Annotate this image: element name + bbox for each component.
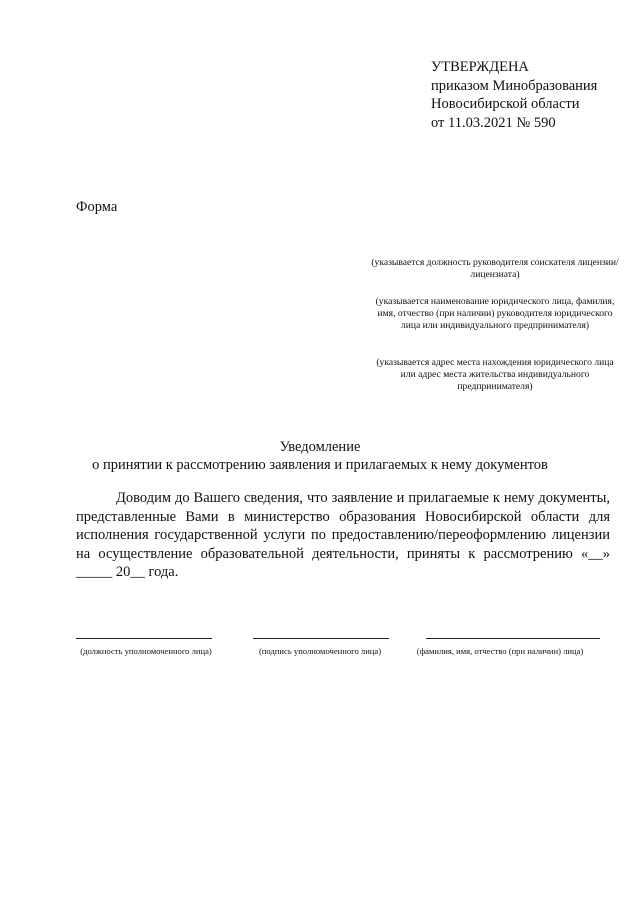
- notice-subtitle: о принятии к рассмотрению заявления и прилагаемых к нему документов: [92, 457, 548, 473]
- recipient-name-hint: (указывается наименование юридического лица, фамилия, имя, отчество (при наличии) руководителя юридического лица или индивидуального предпринимателя): [375, 296, 615, 332]
- approval-stamp: [431, 58, 597, 132]
- name-caption: (фамилия, имя, отчество (при наличии) лица): [416, 646, 584, 656]
- approval-line-3: Новосибирской области: [431, 96, 580, 112]
- notice-heading: [0, 438, 640, 474]
- approval-line-1: УТВЕРЖДЕНА: [431, 59, 529, 75]
- notice-body: Доводим до Вашего сведения, что заявление и прилагаемые к нему документы, представленные Вами в министерство образования Новосибирской области для исполнения государственной услуги по предоставлению/переоформлению лицензии на осуществление образовательной деятельности, приняты к рассмотрению «__» _____ 20__ года.: [76, 490, 610, 580]
- position-signature-line: [76, 638, 212, 639]
- notice-title: Уведомление: [279, 439, 361, 455]
- signature-caption: (подпись уполномоченного лица): [258, 646, 382, 656]
- name-signature-line: [426, 638, 600, 639]
- approval-line-2: приказом Минобразования: [431, 77, 598, 94]
- recipient-position-hint: (указывается должность руководителя соискателя лицензии/лицензиата): [371, 257, 619, 281]
- form-label: Форма: [76, 199, 118, 215]
- approval-line-4: от 11.03.2021 № 590: [431, 114, 556, 131]
- position-caption: (должность уполномоченного лица): [80, 646, 212, 656]
- recipient-address-hint: (указывается адрес места нахождения юридического лица или адрес места жительства индивидуального предпринимателя): [376, 357, 614, 393]
- signature-line: [253, 638, 389, 639]
